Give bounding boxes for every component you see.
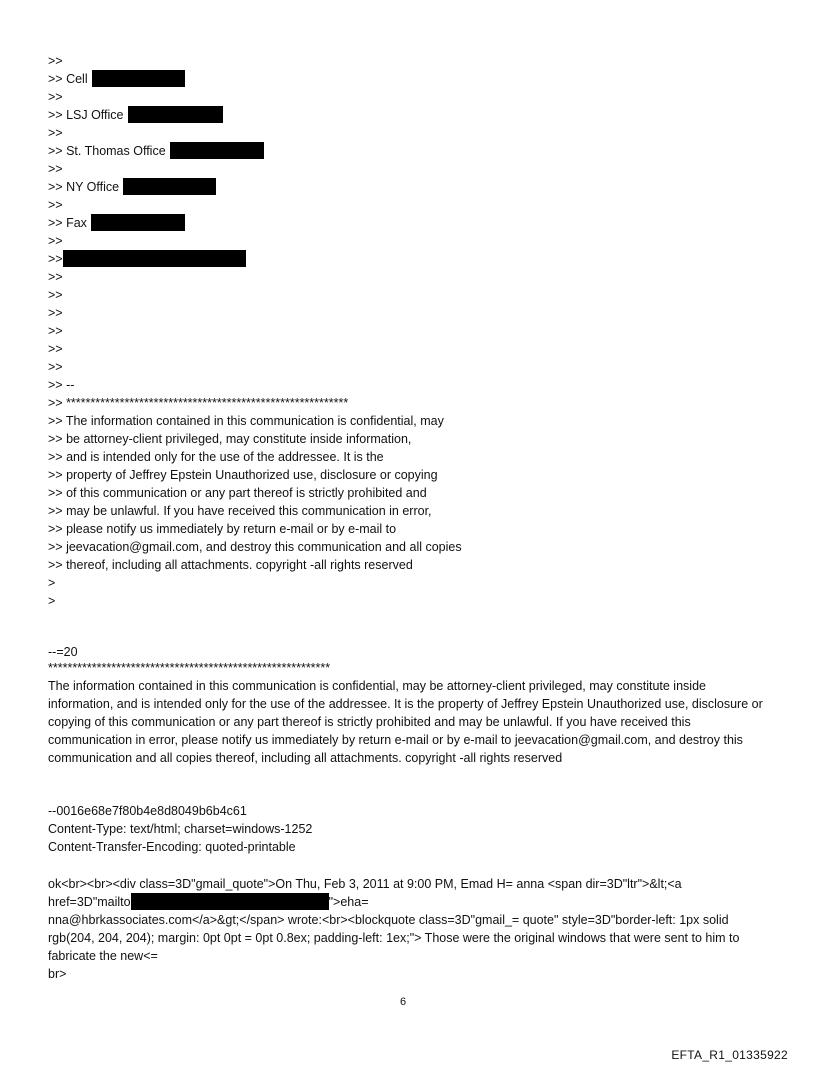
- ny-office-label: >> NY Office: [48, 180, 120, 194]
- quoted-disclaimer-line: >> may be unlawful. If you have received this communication in error,: [48, 504, 432, 518]
- fax-label: >> Fax: [48, 216, 87, 230]
- quoted-stars-rule: >> **********************************************************: [48, 396, 349, 410]
- ny-office-line: [48, 178, 216, 196]
- page-number: 6: [400, 996, 407, 1008]
- quoted-line: >>: [48, 54, 63, 68]
- redaction-box: [92, 70, 185, 87]
- quoted-line: >>: [48, 234, 63, 248]
- quoted-line: >: [48, 594, 56, 608]
- quoted-disclaimer-line: >> be attorney-client privileged, may constitute inside information,: [48, 432, 412, 446]
- redaction-box: [123, 178, 216, 195]
- quoted-disclaimer-line: >> thereof, including all attachments. copyright -all rights reserved: [48, 558, 413, 572]
- quoted-line: >>: [48, 198, 63, 212]
- cell-label: >> Cell: [48, 72, 88, 86]
- redaction-box: [170, 142, 264, 159]
- quoted-line: >>: [48, 306, 63, 320]
- html-source-line: [48, 893, 369, 911]
- mailto-prefix: href=3D"mailto: [48, 895, 131, 909]
- redaction-box: [131, 893, 329, 910]
- mime-boundary: --0016e68e7f80b4e8d8049b6b4c61: [48, 804, 247, 818]
- quoted-line: >>: [48, 288, 63, 302]
- quoted-line: >>: [48, 270, 63, 284]
- fax-line: [48, 214, 185, 232]
- redaction-box: [128, 106, 223, 123]
- disclaimer-paragraph: The information contained in this communication is confidential, may be attorney-client privileged, may constitute inside information, and is intended only for the use of the addressee. It is the property of Jeffrey Epstein Unauthorized use, disclosure or copying of this communication or any part thereof is strictly prohibited and may be unlawful. If you have received this communication in error, please notify us immediately by return e-mail or by e-mail to jeevacation@gmail.com, and destroy this communication and all copies thereof, including all attachments. copyright -all rights reserved: [48, 679, 763, 765]
- quoted-line: >>: [48, 162, 63, 176]
- quoted-disclaimer-line: >> of this communication or any part thereof is strictly prohibited and: [48, 486, 427, 500]
- redaction-box: [91, 214, 185, 231]
- mailto-suffix: ">eha=: [328, 895, 369, 909]
- content-type-header: Content-Type: text/html; charset=windows-1252: [48, 822, 313, 836]
- quoted-line: >>: [48, 342, 63, 356]
- redaction-box: [63, 250, 246, 267]
- quoted-line: >: [48, 576, 56, 590]
- quoted-line: >>: [48, 360, 63, 374]
- redacted-line: [48, 250, 246, 268]
- html-source-line: ok<br><br><div class=3D"gmail_quote">On Thu, Feb 3, 2011 at 9:00 PM, Emad H= anna <span dir=3D"ltr">&lt;<a: [48, 877, 682, 891]
- quoted-disclaimer-line: >> please notify us immediately by return e-mail or by e-mail to: [48, 522, 397, 536]
- html-source-paragraph: nna@hbrkassociates.com</a>&gt;</span> wrote:<br><blockquote class=3D"gmail_= quote" style=3D"border-left: 1px solid rgb(204, 204, 204); margin: 0pt 0pt = 0pt 0.8ex; padding-left: 1ex;"> Those were the original windows that were sent to him to fabricate the new<=: [48, 913, 740, 963]
- quoted-disclaimer-line: >> jeevacation@gmail.com, and destroy this communication and all copies: [48, 540, 462, 554]
- lsj-office-line: [48, 106, 223, 124]
- st-thomas-office-label: >> St. Thomas Office: [48, 144, 166, 158]
- content-transfer-encoding-header: Content-Transfer-Encoding: quoted-printable: [48, 840, 296, 854]
- quoted-line: >>: [48, 126, 63, 140]
- st-thomas-office-line: [48, 142, 264, 160]
- quoted-signature-separator: >> --: [48, 378, 75, 392]
- quoted-disclaimer-line: >> property of Jeffrey Epstein Unauthorized use, disclosure or copying: [48, 468, 438, 482]
- lsj-office-label: >> LSJ Office: [48, 108, 124, 122]
- html-source-line: br>: [48, 967, 67, 981]
- document-id: EFTA_R1_01335922: [671, 1048, 788, 1062]
- cell-line: [48, 70, 185, 88]
- stars-rule: **********************************************************: [48, 661, 331, 675]
- qp-separator: --=20: [48, 645, 78, 659]
- quoted-marker: >>: [48, 252, 63, 266]
- quoted-disclaimer-line: >> and is intended only for the use of the addressee. It is the: [48, 450, 384, 464]
- quoted-line: >>: [48, 90, 63, 104]
- quoted-line: >>: [48, 324, 63, 338]
- quoted-disclaimer-line: >> The information contained in this communication is confidential, may: [48, 414, 444, 428]
